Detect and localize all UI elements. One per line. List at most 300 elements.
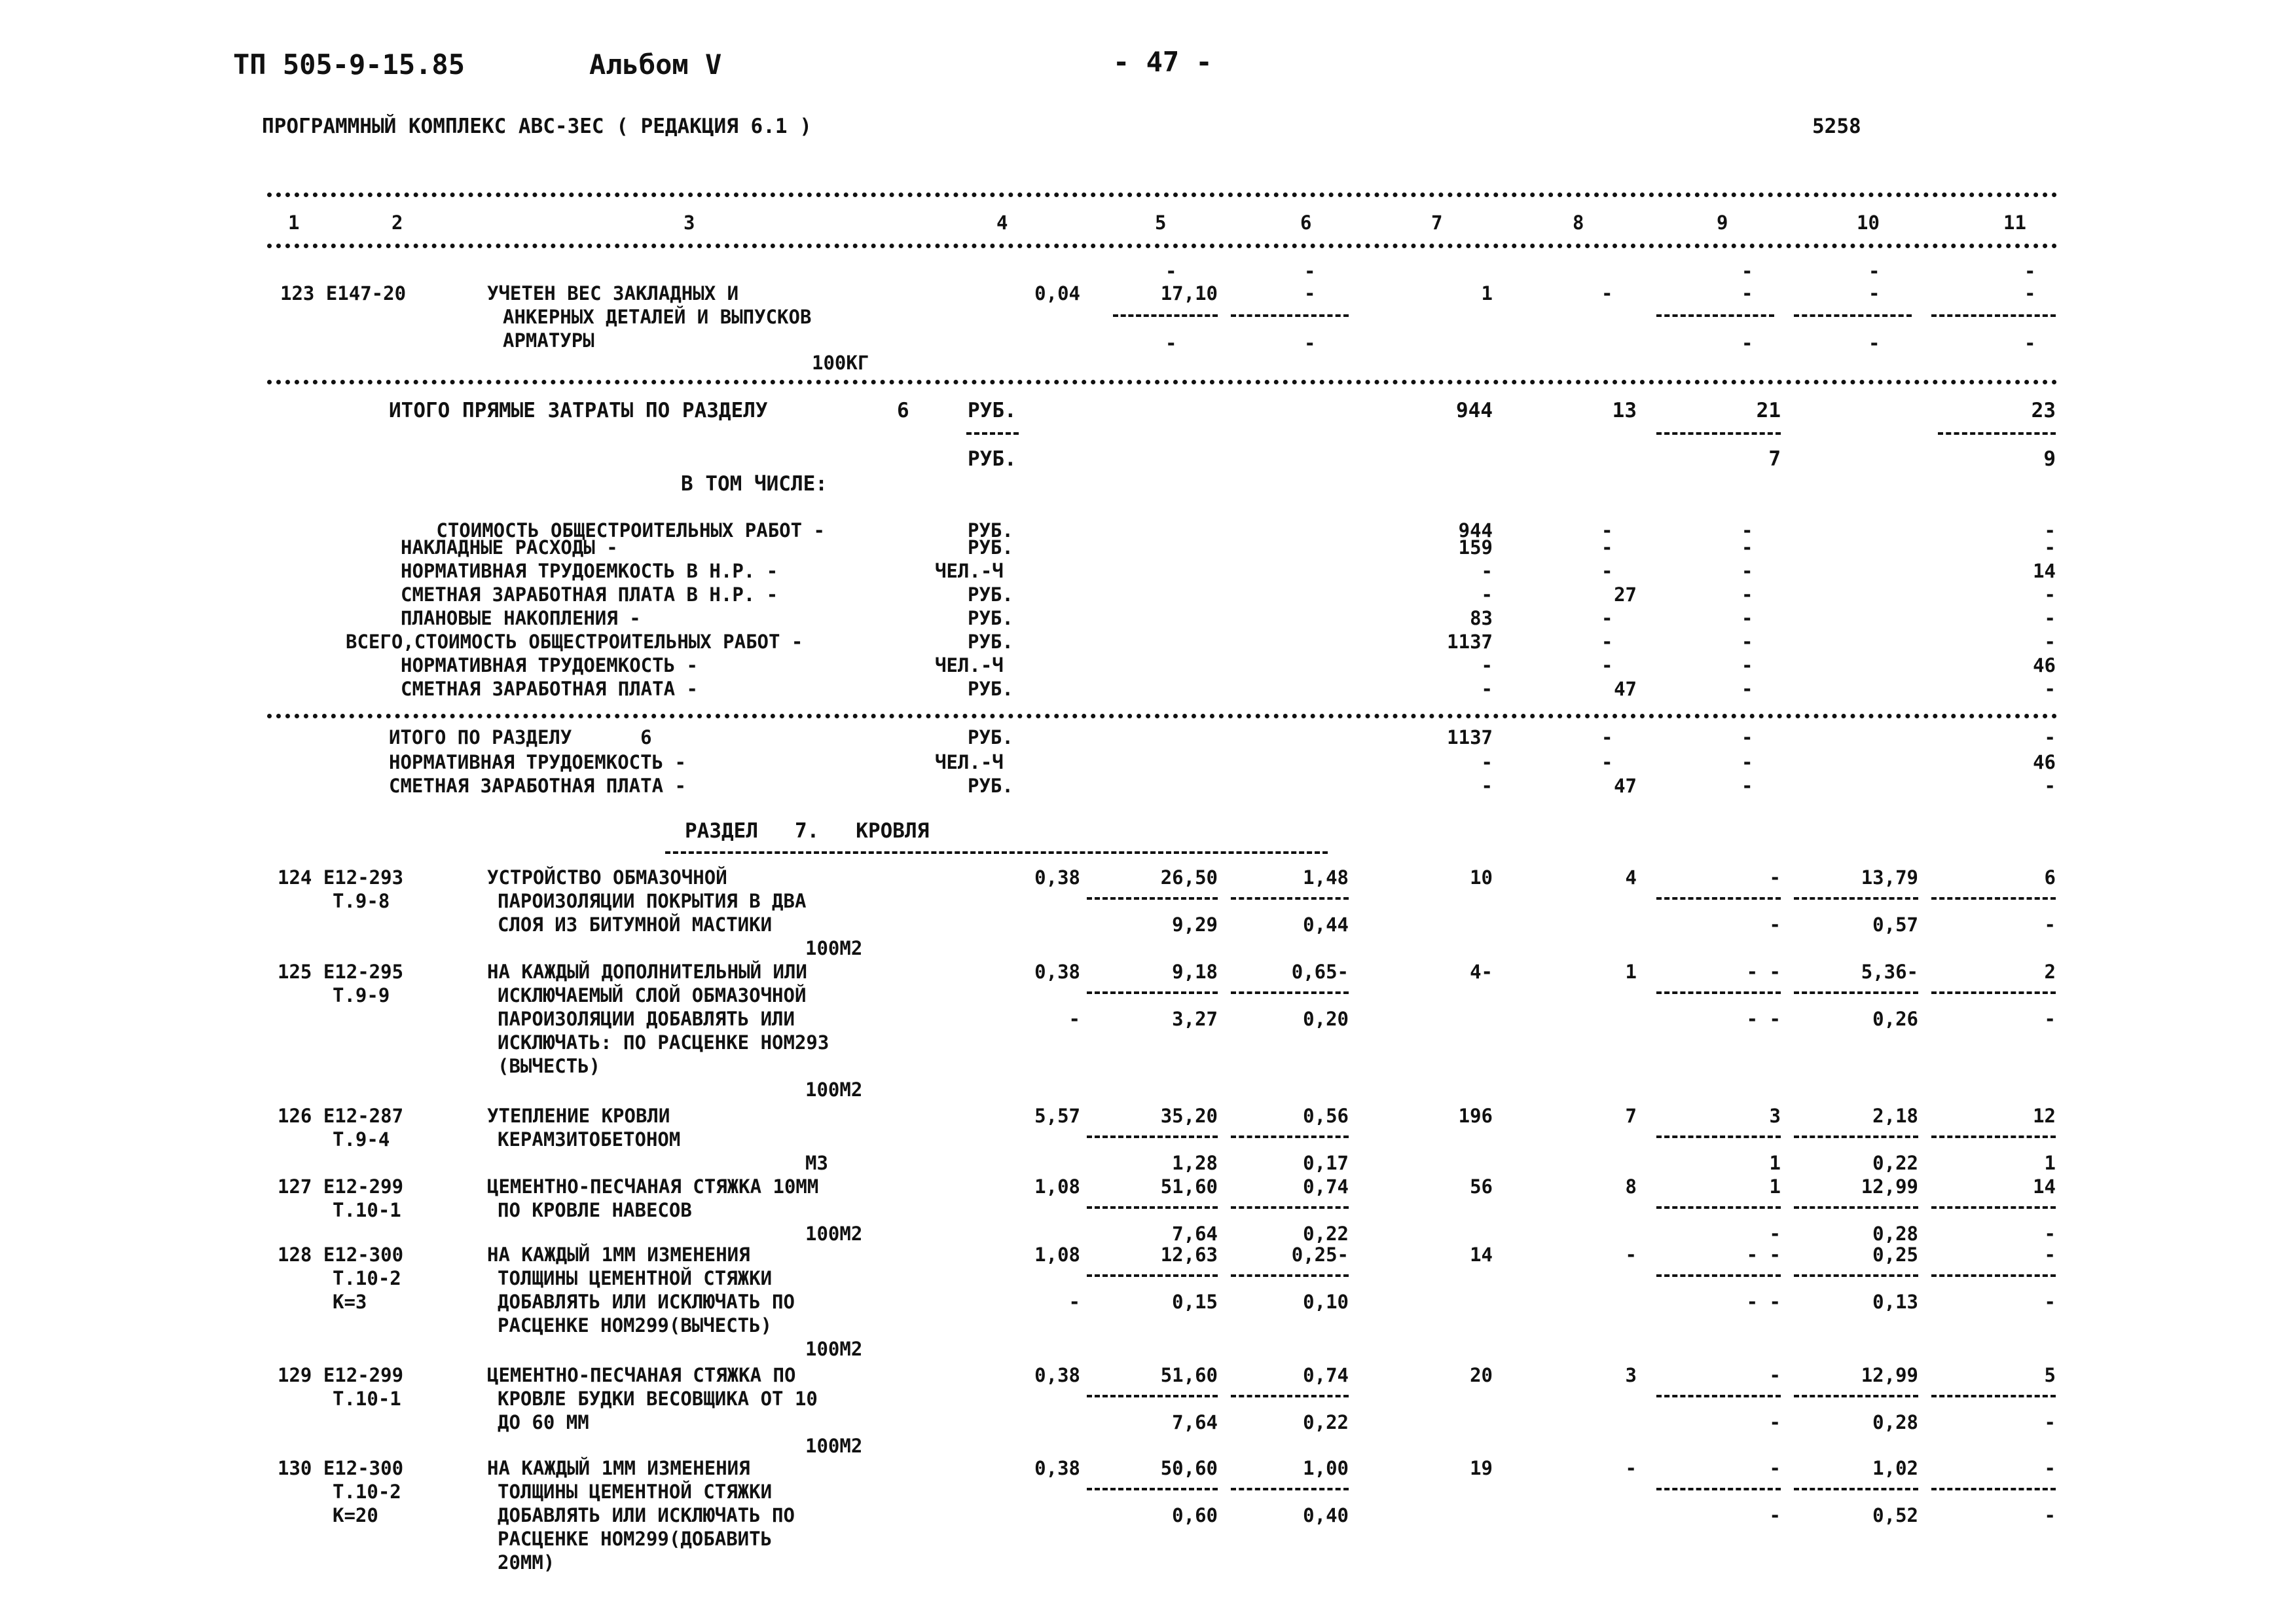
row-unit: 100М2 (805, 1338, 863, 1360)
col10-sub-value: 0,52 (1872, 1504, 1918, 1526)
col11-value: 14 (2033, 1175, 2056, 1198)
sub-rule (1794, 314, 1912, 317)
totals-unit: РУБ. (968, 447, 1017, 471)
row-price-wages: 0,60 (1172, 1504, 1218, 1526)
col9-value: - (1741, 583, 1753, 606)
col9-value: 3 (1769, 1105, 1781, 1127)
breakdown-label: НОРМАТИВНАЯ ТРУДОЕМКОСТЬ - (401, 654, 698, 676)
col9-value: - (1741, 678, 1753, 700)
row-reference: Т.10-1 (333, 1199, 401, 1221)
row-number: 128 Е12-300 (278, 1244, 404, 1266)
row-description: ПО КРОВЛЕ НАВЕСОВ (498, 1199, 692, 1221)
totals-section-number: 6 (897, 399, 909, 422)
col8-value: 8 (1625, 1175, 1637, 1198)
col8-value: - (1601, 536, 1613, 559)
sub-rule (1931, 314, 2056, 317)
col10-value: 13,79 (1861, 866, 1918, 889)
col11-value: 46 (2033, 751, 2056, 773)
col7-value: 1 (1481, 282, 1493, 304)
row-description: ТОЛЩИНЫ ЦЕМЕНТНОЙ СТЯЖКИ (498, 1481, 773, 1503)
row-number: 130 Е12-300 (278, 1457, 404, 1479)
section-rule (267, 380, 2058, 384)
program-code: 5258 (1812, 115, 1861, 138)
sub-rule (1656, 991, 1781, 994)
row-price-wages: 7,64 (1172, 1223, 1218, 1245)
sub-rule (1656, 897, 1781, 900)
album-label: Альбом V (589, 48, 722, 81)
row-description: НА КАЖДЫЙ 1ММ ИЗМЕНЕНИЯ (487, 1457, 750, 1479)
final-unit: ЧЕЛ.-Ч (935, 751, 1004, 773)
sub-rule (1931, 1488, 2056, 1490)
sub-rule (1794, 1488, 1918, 1490)
row-description: УЧЕТЕН ВЕС ЗАКЛАДНЫХ И (487, 282, 739, 304)
sub-rule (1794, 897, 1918, 900)
sub-rule (1231, 1135, 1349, 1138)
sub-rule (1087, 1206, 1218, 1209)
sub-rule (1087, 897, 1218, 900)
row-number: 126 Е12-287 (278, 1105, 404, 1127)
sub-rule (1231, 1274, 1349, 1277)
sub-rule (1656, 1395, 1781, 1397)
including-label: В ТОМ ЧИСЛЕ: (681, 472, 828, 496)
final-unit: РУБ. (968, 775, 1013, 797)
sub-rule (1087, 991, 1218, 994)
col10-value: 2,18 (1872, 1105, 1918, 1127)
row-unit: 100М2 (805, 937, 863, 959)
col7-value: 944 (1458, 519, 1493, 542)
row-unit: М3 (805, 1152, 828, 1174)
col7-value: 4- (1470, 961, 1493, 983)
row-machinery-wages: 0,17 (1303, 1152, 1349, 1174)
dash-mark: - (2024, 332, 2036, 354)
col7-value: 944 (1456, 399, 1493, 422)
dash-mark: - (2024, 260, 2036, 282)
col9-value: - (1741, 751, 1753, 773)
sub-rule (1931, 897, 2056, 900)
final-label: ИТОГО ПО РАЗДЕЛУ 6 (389, 726, 652, 748)
row-price: 9,18 (1172, 961, 1218, 983)
breakdown-label: ВСЕГО,СТОИМОСТЬ ОБЩЕСТРОИТЕЛЬНЫХ РАБОТ - (346, 631, 803, 653)
sub-rule (966, 432, 1019, 435)
col11-sub-value: 1 (2044, 1152, 2056, 1174)
breakdown-unit: ЧЕЛ.-Ч (935, 654, 1004, 676)
col8-value: - (1601, 560, 1613, 582)
dash-mark: - (1165, 260, 1177, 282)
row-price-wages: 1,28 (1172, 1152, 1218, 1174)
col9-sub-value: - (1769, 1411, 1781, 1433)
col10-sub-value: 0,26 (1872, 1008, 1918, 1030)
dash-mark: - (2024, 282, 2036, 304)
sub-rule (1656, 1274, 1781, 1277)
col9-value: - (1741, 775, 1753, 797)
col11-value: 5 (2044, 1364, 2056, 1386)
row-description: РАСЦЕНКЕ НОМ299(ДОБАВИТЬ (498, 1528, 773, 1550)
col7-value: 19 (1470, 1457, 1493, 1479)
row-quantity-sub: - (1068, 1291, 1080, 1313)
col9-value: - (1769, 866, 1781, 889)
sub-rule (1656, 1488, 1781, 1490)
row-unit: 100М2 (805, 1435, 863, 1457)
row-description: РАСЦЕНКЕ НОМ299(ВЫЧЕСТЬ) (498, 1314, 773, 1337)
row-number: 125 Е12-295 (278, 961, 404, 983)
row-description: КЕРАМЗИТОБЕТОНОМ (498, 1128, 681, 1151)
row-description: ДО 60 ММ (498, 1411, 589, 1433)
sub-rule (1231, 1488, 1349, 1490)
row-reference: Т.9-4 (333, 1128, 390, 1151)
col11-sub-value: - (2044, 1411, 2056, 1433)
col11-value: 6 (2044, 866, 2056, 889)
column-number: 2 (392, 212, 403, 234)
column-number: 1 (288, 212, 300, 234)
breakdown-unit: РУБ. (968, 583, 1013, 606)
row-price: 51,60 (1160, 1364, 1218, 1386)
row-price: 35,20 (1160, 1105, 1218, 1127)
final-label: СМЕТНАЯ ЗАРАБОТНАЯ ПЛАТА - (389, 775, 686, 797)
sub-rule (1087, 1135, 1218, 1138)
col7-value: - (1481, 775, 1493, 797)
col9-value: - - (1746, 1244, 1781, 1266)
sub-rule (1656, 1135, 1781, 1138)
col11-value: - (2044, 607, 2056, 629)
dash-mark: - (1741, 332, 1753, 354)
col7-value: - (1481, 560, 1493, 582)
row-number: 124 Е12-293 (278, 866, 404, 889)
col11-sub-value: - (2044, 1291, 2056, 1313)
col10-value: 0,25 (1872, 1244, 1918, 1266)
row-description: ИСКЛЮЧАЕМЫЙ СЛОЙ ОБМАЗОЧНОЙ (498, 984, 807, 1006)
row-number: 123 Е147-20 (280, 282, 407, 304)
col11-value: - (2044, 775, 2056, 797)
sub-rule (1087, 1488, 1218, 1490)
col7-value: - (1481, 654, 1493, 676)
row-machinery: 0,74 (1303, 1175, 1349, 1198)
section-title-underline (665, 851, 1328, 854)
dash-mark: - (1741, 260, 1753, 282)
col9-sub-value: - (1769, 1504, 1781, 1526)
col11-value: 2 (2044, 961, 2056, 983)
col11-value: - (2044, 631, 2056, 653)
col7-value: 10 (1470, 866, 1493, 889)
row-description: ДОБАВЛЯТЬ ИЛИ ИСКЛЮЧАТЬ ПО (498, 1504, 795, 1526)
row-description: ТОЛЩИНЫ ЦЕМЕНТНОЙ СТЯЖКИ (498, 1267, 773, 1289)
row-unit: 100М2 (805, 1079, 863, 1101)
row-price: 50,60 (1160, 1457, 1218, 1479)
row-description: УСТРОЙСТВО ОБМАЗОЧНОЙ (487, 866, 727, 889)
col10-sub-value: 0,57 (1872, 913, 1918, 936)
col8-value: - (1625, 1244, 1637, 1266)
col10-sub-value: 0,22 (1872, 1152, 1918, 1174)
col11-value: 14 (2033, 560, 2056, 582)
col7-value: 196 (1458, 1105, 1493, 1127)
col9-sub-value: 1 (1769, 1152, 1781, 1174)
col7-value: - (1481, 583, 1493, 606)
col8-value: 3 (1625, 1364, 1637, 1386)
row-description: АРМАТУРЫ (503, 329, 594, 352)
col7-value: - (1481, 751, 1493, 773)
row-description: ЦЕМЕНТНО-ПЕСЧАНАЯ СТЯЖКА 10ММ (487, 1175, 819, 1198)
col8-value: 47 (1614, 678, 1637, 700)
dash-mark: - (1868, 282, 1880, 304)
col9-sub-value: - - (1746, 1008, 1781, 1030)
totals-label: ИТОГО ПРЯМЫЕ ЗАТРАТЫ ПО РАЗДЕЛУ (389, 399, 768, 422)
row-quantity: 0,38 (1034, 866, 1080, 889)
col11-value: - (2044, 1244, 2056, 1266)
col9-sub-value: - - (1746, 1291, 1781, 1313)
row-quantity: 0,38 (1034, 1457, 1080, 1479)
col8-value: 4 (1625, 866, 1637, 889)
row-description: ПАРОИЗОЛЯЦИИ ПОКРЫТИЯ В ДВА (498, 890, 807, 912)
col8-value: 27 (1614, 583, 1637, 606)
dash-mark: - (1304, 332, 1316, 354)
row-machinery-wages: 0,40 (1303, 1504, 1349, 1526)
column-header-rule (267, 244, 2058, 248)
col9-value: - (1741, 536, 1753, 559)
row-number: 127 Е12-299 (278, 1175, 404, 1198)
row-machinery: 1,00 (1303, 1457, 1349, 1479)
sub-rule (1231, 897, 1349, 900)
col11-sub-value: - (2044, 1223, 2056, 1245)
sub-rule (1931, 1274, 2056, 1277)
col8-value: 1 (1625, 961, 1637, 983)
col8-value: - (1601, 282, 1613, 304)
col8-value: 7 (1625, 1105, 1637, 1127)
col8-value: - (1601, 751, 1613, 773)
row-description: СЛОЯ ИЗ БИТУМНОЙ МАСТИКИ (498, 913, 773, 936)
document-code: ТП 505-9-15.85 (233, 48, 465, 81)
row-description: НА КАЖДЫЙ 1ММ ИЗМЕНЕНИЯ (487, 1244, 750, 1266)
column-number: 5 (1155, 212, 1167, 234)
col9-value: - (1769, 1457, 1781, 1479)
row-reference: Т.10-2 (333, 1267, 401, 1289)
row-description: ЦЕМЕНТНО-ПЕСЧАНАЯ СТЯЖКА ПО (487, 1364, 796, 1386)
row-price-wages: 0,15 (1172, 1291, 1218, 1313)
section-rule (267, 714, 2058, 718)
breakdown-unit: РУБ. (968, 631, 1013, 653)
dash-mark: - (1741, 282, 1753, 304)
col11-value: - (2044, 678, 2056, 700)
sub-rule (1938, 432, 2056, 435)
row-price-wages: 3,27 (1172, 1008, 1218, 1030)
sub-rule (1656, 432, 1781, 435)
row-description: ИСКЛЮЧАТЬ: ПО РАСЦЕНКЕ НОМ293 (498, 1031, 829, 1054)
row-machinery-wages: 0,22 (1303, 1411, 1349, 1433)
row-description: (ВЫЧЕСТЬ) (498, 1055, 601, 1077)
col11-value: 12 (2033, 1105, 2056, 1127)
dash-mark: - (1165, 332, 1177, 354)
row-machinery-wages: 0,22 (1303, 1223, 1349, 1245)
col10-value: 12,99 (1861, 1175, 1918, 1198)
sub-rule (1794, 991, 1918, 994)
col7-value: 83 (1470, 607, 1493, 629)
col10-value: 1,02 (1872, 1457, 1918, 1479)
col10-sub-value: 0,13 (1872, 1291, 1918, 1313)
col8-value: - (1601, 519, 1613, 542)
breakdown-label: СМЕТНАЯ ЗАРАБОТНАЯ ПЛАТА - (401, 678, 698, 700)
col9-value: 7 (1768, 447, 1781, 471)
row-reference-k: К=3 (333, 1291, 367, 1313)
col8-value: - (1601, 607, 1613, 629)
row-description: ПАРОИЗОЛЯЦИИ ДОБАВЛЯТЬ ИЛИ (498, 1008, 795, 1030)
row-reference: Т.10-1 (333, 1388, 401, 1410)
col9-value: - (1741, 654, 1753, 676)
col11-value: - (2044, 726, 2056, 748)
row-reference: Т.10-2 (333, 1481, 401, 1503)
row-reference: Т.9-9 (333, 984, 390, 1006)
col11-value: 23 (2031, 399, 2056, 422)
row-machinery: 1,48 (1303, 866, 1349, 889)
col11-value: 9 (2043, 447, 2056, 471)
row-price-wages: 9,29 (1172, 913, 1218, 936)
page-number: - 47 - (1113, 46, 1212, 78)
col8-value: 13 (1612, 399, 1637, 422)
col10-sub-value: 0,28 (1872, 1411, 1918, 1433)
final-unit: РУБ. (968, 726, 1013, 748)
sub-rule (1656, 1206, 1781, 1209)
col9-value: - (1741, 631, 1753, 653)
sub-rule (1794, 1395, 1918, 1397)
row-machinery: 0,25- (1291, 1244, 1349, 1266)
col7-value: 20 (1470, 1364, 1493, 1386)
col11-value: - (2044, 583, 2056, 606)
sub-rule (1231, 1206, 1349, 1209)
dash-mark: - (1304, 282, 1316, 304)
row-quantity: 0,38 (1034, 1364, 1080, 1386)
dash-mark: - (1868, 260, 1880, 282)
column-number: 11 (2003, 212, 2026, 234)
col8-value: 47 (1614, 775, 1637, 797)
row-quantity-sub: - (1068, 1008, 1080, 1030)
row-description: АНКЕРНЫХ ДЕТАЛЕЙ И ВЫПУСКОВ (503, 306, 812, 328)
col10-value: 12,99 (1861, 1364, 1918, 1386)
column-number: 3 (683, 212, 695, 234)
sub-rule (1794, 1206, 1918, 1209)
sub-rule (1087, 1395, 1218, 1397)
breakdown-label: ПЛАНОВЫЕ НАКОПЛЕНИЯ - (401, 607, 641, 629)
sub-rule (1931, 991, 2056, 994)
row-price-wages: 7,64 (1172, 1411, 1218, 1433)
col7-value: 1137 (1447, 631, 1493, 653)
col9-sub-value: - (1769, 913, 1781, 936)
breakdown-unit: РУБ. (968, 519, 1013, 542)
col7-value: 159 (1458, 536, 1493, 559)
column-number: 8 (1573, 212, 1584, 234)
col8-value: - (1601, 726, 1613, 748)
row-description: НА КАЖДЫЙ ДОПОЛНИТЕЛЬНЫЙ ИЛИ (487, 961, 807, 983)
breakdown-label: НАКЛАДНЫЕ РАСХОДЫ - (401, 536, 618, 559)
row-price: 12,63 (1160, 1244, 1218, 1266)
row-machinery: 0,74 (1303, 1364, 1349, 1386)
col9-value: - (1741, 607, 1753, 629)
breakdown-unit: РУБ. (968, 678, 1013, 700)
sub-rule (1794, 1135, 1918, 1138)
sub-rule (1231, 991, 1349, 994)
sub-rule (1931, 1395, 2056, 1397)
col9-value: 1 (1769, 1175, 1781, 1198)
col11-value: - (2044, 519, 2056, 542)
dash-mark: - (1868, 332, 1880, 354)
col10-sub-value: 0,28 (1872, 1223, 1918, 1245)
breakdown-label: СТОИМОСТЬ ОБЩЕСТРОИТЕЛЬНЫХ РАБОТ - (436, 519, 825, 542)
sub-rule (1231, 1395, 1349, 1397)
row-machinery-wages: 0,20 (1303, 1008, 1349, 1030)
row-price: 26,50 (1160, 866, 1218, 889)
row-unit: 100КГ (812, 352, 869, 374)
column-number: 7 (1431, 212, 1443, 234)
program-title: ПРОГРАММНЫЙ КОМПЛЕКС АВС-3ЕС ( РЕДАКЦИЯ 6.1 ) (262, 115, 812, 138)
col9-value: - (1741, 726, 1753, 748)
sub-rule (1931, 1135, 2056, 1138)
sub-rule (1231, 314, 1349, 317)
col9-value: - (1741, 519, 1753, 542)
row-price: 51,60 (1160, 1175, 1218, 1198)
column-number: 9 (1717, 212, 1728, 234)
col9-value: - - (1746, 961, 1781, 983)
col7-value: 14 (1470, 1244, 1493, 1266)
row-quantity: 0,04 (1034, 282, 1080, 304)
table-top-rule (267, 193, 2058, 197)
breakdown-label: НОРМАТИВНАЯ ТРУДОЕМКОСТЬ В Н.Р. - (401, 560, 778, 582)
row-description: УТЕПЛЕНИЕ КРОВЛИ (487, 1105, 670, 1127)
row-reference-k: К=20 (333, 1504, 378, 1526)
row-quantity: 5,57 (1034, 1105, 1080, 1127)
col8-value: - (1625, 1457, 1637, 1479)
column-number: 4 (996, 212, 1008, 234)
col7-value: 1137 (1447, 726, 1493, 748)
sub-rule (1656, 314, 1774, 317)
final-label: НОРМАТИВНАЯ ТРУДОЕМКОСТЬ - (389, 751, 686, 773)
row-unit: 100М2 (805, 1223, 863, 1245)
col8-value: - (1601, 631, 1613, 653)
row-machinery: 0,65- (1291, 961, 1349, 983)
col7-value: 56 (1470, 1175, 1493, 1198)
row-description: 20ММ) (498, 1551, 555, 1574)
row-machinery-wages: 0,44 (1303, 913, 1349, 936)
col8-value: - (1601, 654, 1613, 676)
row-description: ДОБАВЛЯТЬ ИЛИ ИСКЛЮЧАТЬ ПО (498, 1291, 795, 1313)
column-number: 6 (1300, 212, 1312, 234)
row-quantity: 0,38 (1034, 961, 1080, 983)
row-number: 129 Е12-299 (278, 1364, 404, 1386)
row-price: 17,10 (1160, 282, 1218, 304)
col11-sub-value: - (2044, 1504, 2056, 1526)
col11-value: - (2044, 536, 2056, 559)
col9-value: 21 (1756, 399, 1781, 422)
col9-sub-value: - (1769, 1223, 1781, 1245)
row-reference: Т.9-8 (333, 890, 390, 912)
breakdown-label: СМЕТНАЯ ЗАРАБОТНАЯ ПЛАТА В Н.Р. - (401, 583, 778, 606)
section-title: РАЗДЕЛ 7. КРОВЛЯ (685, 819, 930, 843)
sub-rule (1931, 1206, 2056, 1209)
col11-sub-value: - (2044, 913, 2056, 936)
col11-value: - (2044, 1457, 2056, 1479)
col7-value: - (1481, 678, 1493, 700)
breakdown-unit: РУБ. (968, 607, 1013, 629)
totals-unit: РУБ. (968, 399, 1017, 422)
sub-rule (1794, 1274, 1918, 1277)
row-quantity: 1,08 (1034, 1175, 1080, 1198)
sub-rule (1113, 314, 1218, 317)
breakdown-unit: РУБ. (968, 536, 1013, 559)
col11-sub-value: - (2044, 1008, 2056, 1030)
dash-mark: - (1304, 260, 1316, 282)
column-number: 10 (1857, 212, 1880, 234)
row-machinery: 0,56 (1303, 1105, 1349, 1127)
row-description: КРОВЛЕ БУДКИ ВЕСОВЩИКА ОТ 10 (498, 1388, 818, 1410)
col9-value: - (1741, 560, 1753, 582)
row-machinery-wages: 0,10 (1303, 1291, 1349, 1313)
col9-value: - (1769, 1364, 1781, 1386)
breakdown-unit: ЧЕЛ.-Ч (935, 560, 1004, 582)
